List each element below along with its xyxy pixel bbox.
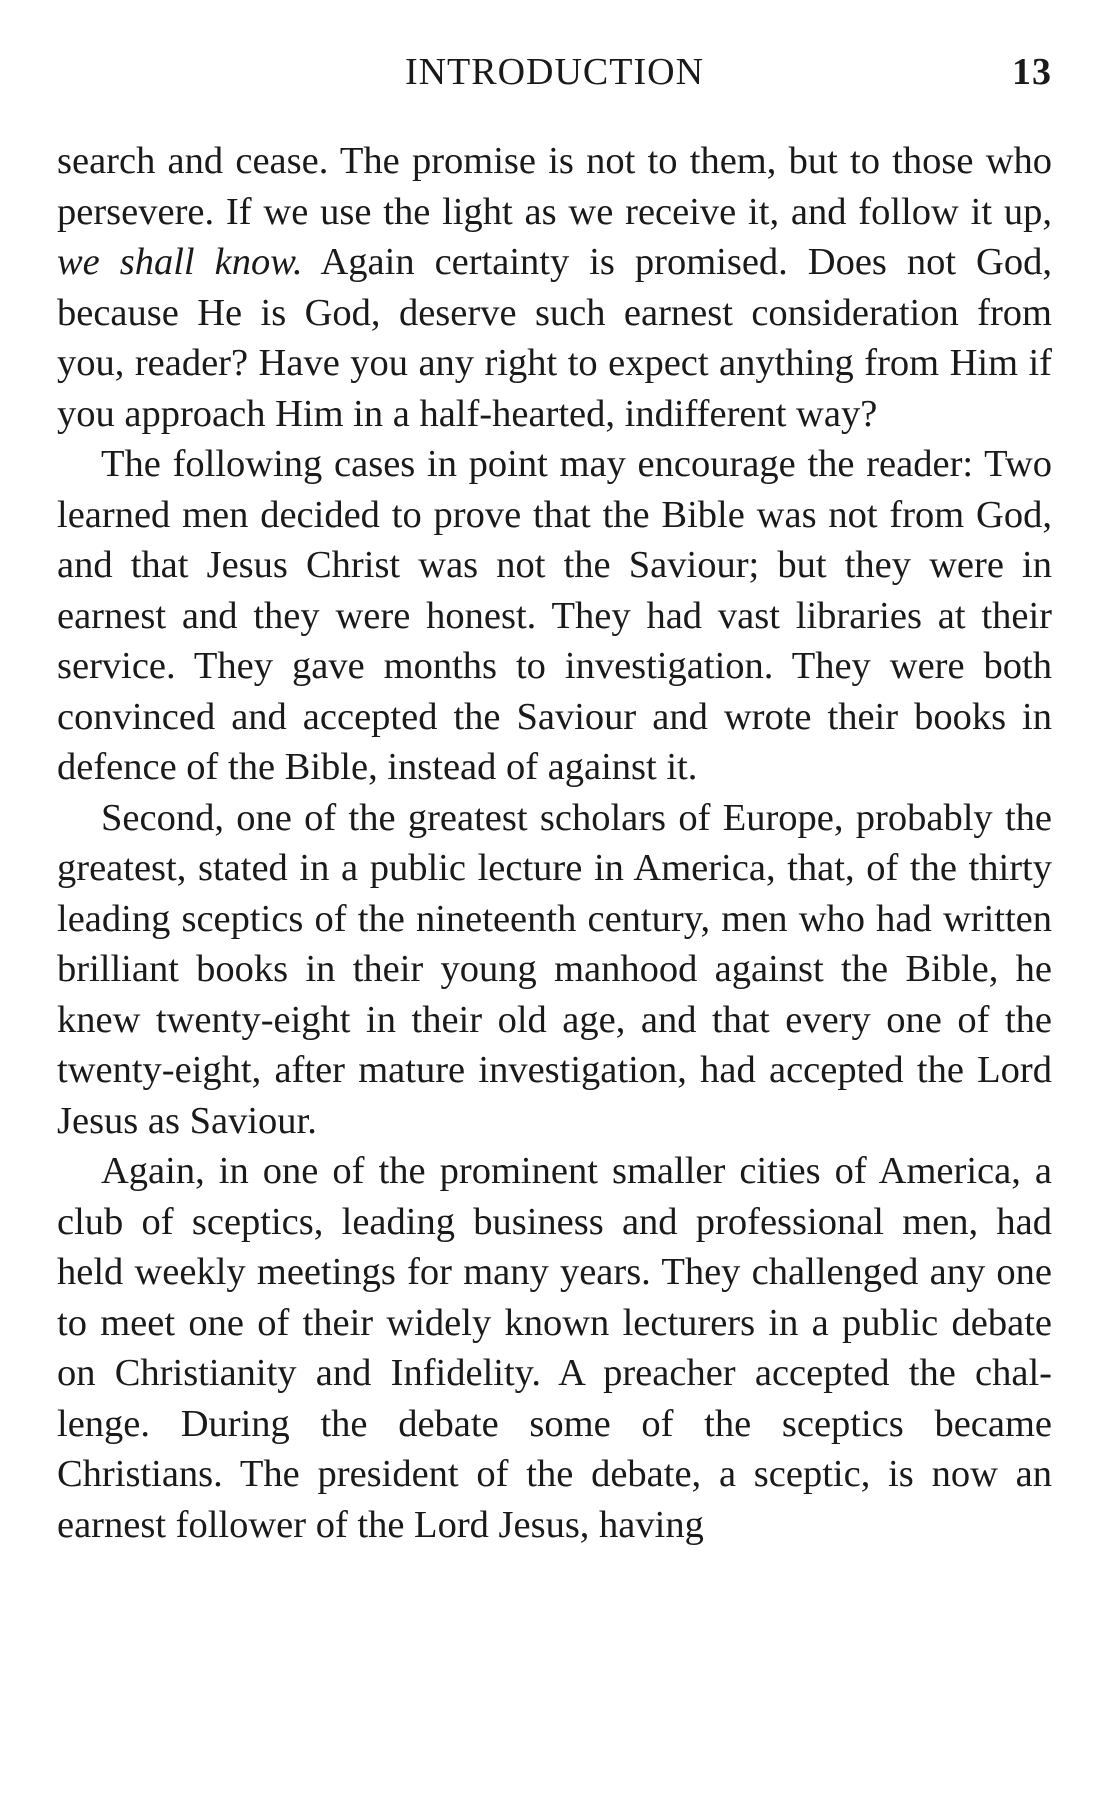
book-page [57,50,1052,1550]
running-title: INTRODUCTION [404,51,705,93]
paragraph-1-emphasis: we shall know. [57,241,303,283]
paragraph-3: Second, one of the greatest scholars of Europe, probably the greatest, stated in a public lecture in America, that, of the thirty leading sceptics of the nineteenth century, men who had written brilliant books in their young manhood against the Bible, he knew twenty-eight in their old age, and that every one of the twenty-eight, after mature investigation, had accepted the Lord Jesus as Saviour. [57,796,1052,1142]
paragraph-4: Again, in one of the prominent smaller cities of America, a club of sceptics, leading business and professional men, had held weekly meetings for many years. They challenged any one to meet one of their widely known lecturers in a public debate on Christianity and Infidelity. A preacher accepted the challenge. During the debate some of the sceptics became Christians. The president of the debate, a sceptic, is now an earnest follower of the Lord Jesus, having [57,1150,1052,1546]
running-head [57,50,1052,106]
paragraph-1-text-before: search and cease. The promise is not to them, but to those who persevere. If we use the light as we receive it, and follow it up, [57,140,1052,233]
page-number: 13 [1012,51,1052,93]
body-text [57,136,1052,1550]
paragraph-2: The following cases in point may encourage the reader: Two learned men decided to prove that the Bible was not from God, and that Jesus Christ was not the Saviour; but they were in earnest and they were honest. They had vast libraries at their service. They gave months to investigation. They were both convinced and accepted the Saviour and wrote their books in defence of the Bible, instead of against it. [57,443,1052,788]
paragraph-1 [57,136,1052,439]
paragraph-1-text-after: Again certainty is promised. Does not God, because He is God, deserve such earnest consideration from you, reader? Have you any right to expect anything from Him if you approach Him in a half-hearted, indifferent way? [57,241,1052,435]
